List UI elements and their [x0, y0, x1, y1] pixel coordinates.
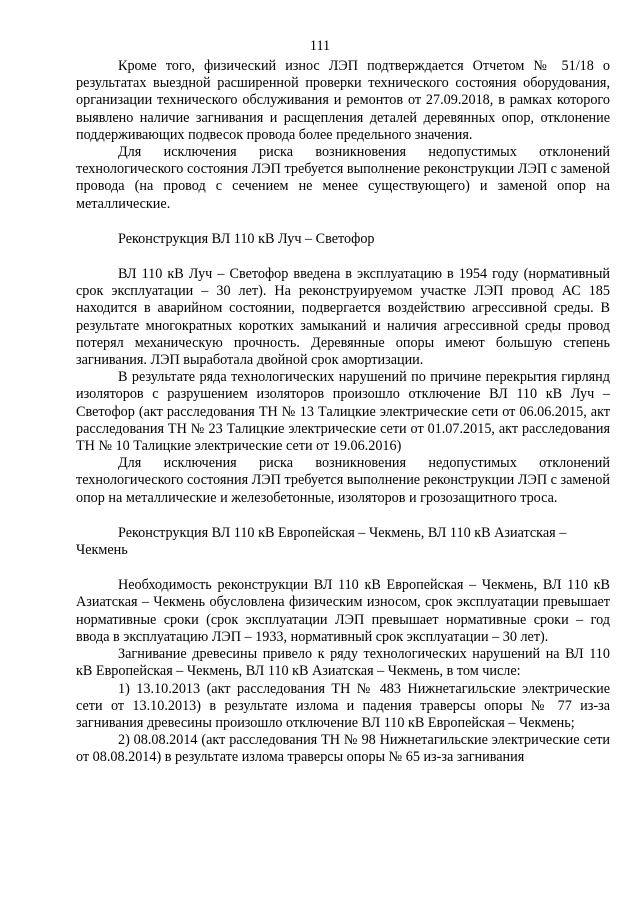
section-heading-luch-svetofor: Реконструкция ВЛ 110 кВ Луч – Светофор — [118, 230, 375, 247]
section-heading-evropeiskaya-chekmen: Реконструкция ВЛ 110 кВ Европейская – Чекмень, ВЛ 110 кВ Азиатская – Чекмень — [76, 524, 567, 559]
paragraph-luch-svetofor-incidents: В результате ряда технологических нарушений по причине перекрытия гирлянд изоляторов с разрушением изоляторов произошло отключение ВЛ 110 кВ Луч – Светофор (акт расследования ТН № 13 Талицкие электрические сети от 06.06.2015, акт расследования ТН № 23 Талицкие электрические сети от 01.07.2015, акт расследования ТН № 10 Талицкие электрические сети от 19.06.2016) — [76, 369, 610, 455]
spacer — [76, 213, 610, 231]
spacer — [76, 507, 610, 525]
paragraph-reconstruction-requirement: Для исключения риска возникновения недопустимых отклонений технологического состояния ЛЭП требуется выполнение реконструкции ЛЭП с заменой провода (на провод с сечением не менее существующего) и заменой опор на металлические. — [76, 144, 610, 212]
paragraph-chekmen-rotting: Загнивание древесины привело к ряду технологических нарушений на ВЛ 110 кВ Европейская – Чекмень, ВЛ 110 кВ Азиатская – Чекмень, в том числе: — [76, 646, 610, 680]
page-content — [76, 58, 610, 767]
paragraph-wear-report: Кроме того, физический износ ЛЭП подтверждается Отчетом № 51/18 о результатах выездной расширенной проверки технического состояния оборудования, организации технического обслуживания и ремонтов от 27.09.2018, в рамках которого выявлено наличие загнивания и расщепления деталей деревянных опор, отклонение поддерживающих подвесок провода более предельного значения. — [76, 58, 610, 143]
page-number: 111 — [309, 38, 331, 54]
paragraph-luch-svetofor-state: ВЛ 110 кВ Луч – Светофор введена в эксплуатацию в 1954 году (нормативный срок эксплуатации – 30 лет). На реконструируемом участке ЛЭП провод АС 185 находится в аварийном состоянии, подвергается воздействию агрессивной среды. В результате многократных коротких замыканий и наличия агрессивной среды провод потерял механическую прочность. Деревянные опоры имеют большую степень загнивания. ЛЭП выработала двойной срок амортизации. — [76, 266, 610, 369]
paragraph-luch-svetofor-requirement: Для исключения риска возникновения недопустимых отклонений технологического состояния ЛЭП требуется выполнение реконструкции ЛЭП с заменой опор на металлические и железобетонные, изоляторов и грозозащитного троса. — [76, 455, 610, 506]
spacer — [76, 559, 610, 577]
spacer — [76, 248, 610, 266]
paragraph-chekmen-necessity: Необходимость реконструкции ВЛ 110 кВ Европейская – Чекмень, ВЛ 110 кВ Азиатская – Чекмень обусловлена физическим износом, срок эксплуатации превышает нормативные сроки (срок эксплуатации ЛЭП превышает нормативные сроки – год ввода в эксплуатацию ЛЭП – 1933, нормативный срок эксплуатации – 30 лет). — [76, 577, 610, 645]
list-item-incident-2: 2) 08.08.2014 (акт расследования ТН № 98 Нижнетагильские электрические сети от 08.08.2014) в результате излома траверсы опоры № 65 из-за загнивания — [76, 732, 610, 766]
list-item-incident-1: 1) 13.10.2013 (акт расследования ТН № 483 Нижнетагильские электрические сети от 13.10.2013) в результате излома и падения траверсы опоры № 77 из-за загнивания древесины произошло отключение ВЛ 110 кВ Европейская – Чекмень; — [76, 680, 610, 731]
